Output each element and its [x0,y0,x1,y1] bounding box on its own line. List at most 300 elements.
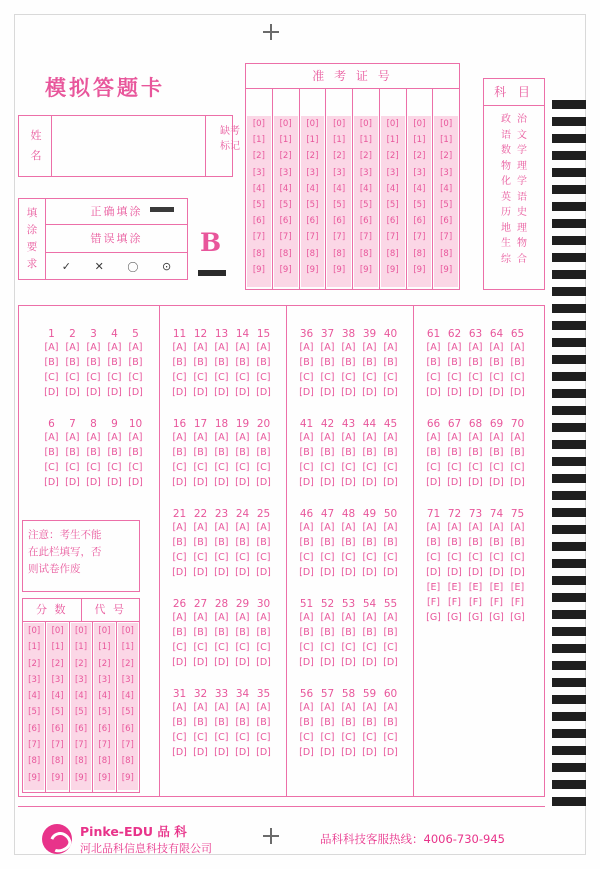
bubble[interactable]: [D] [341,567,356,578]
bubble[interactable]: [C] [107,372,122,383]
exam-number-write-cell[interactable] [353,88,379,116]
bubble[interactable]: [B] [383,627,398,638]
bubble[interactable]: [A] [86,432,101,443]
bubble[interactable]: [D] [489,567,504,578]
bubble[interactable]: [B] [426,357,441,368]
bubble[interactable]: [C] [383,642,398,653]
bubble[interactable]: [3] [28,674,41,685]
bubble[interactable]: [B] [299,717,314,728]
bubble[interactable]: [0] [333,119,346,129]
answer-option-row[interactable] [423,477,528,492]
answer-group[interactable] [169,598,274,672]
bubble[interactable]: [A] [468,342,483,353]
bubble[interactable]: [A] [299,522,314,533]
bubble[interactable]: [5] [413,200,426,211]
bubble[interactable]: [B] [489,357,504,368]
bubble[interactable]: [A] [341,612,356,623]
bubble[interactable]: [3] [413,167,426,178]
bubble[interactable]: [C] [86,462,101,473]
bubble[interactable]: [6] [279,216,292,227]
bubble[interactable]: [A] [383,522,398,533]
bubble[interactable]: [C] [256,462,271,473]
bubble[interactable]: [A] [362,522,377,533]
answer-option-row[interactable] [423,582,528,597]
bubble[interactable]: [A] [341,342,356,353]
bubble[interactable]: [4] [306,183,319,194]
bubble[interactable]: [B] [341,717,356,728]
bubble[interactable]: [B] [426,537,441,548]
bubble[interactable]: [3] [252,167,265,178]
bubble[interactable]: [B] [341,537,356,548]
bubble[interactable]: [A] [299,702,314,713]
bubble[interactable]: [E] [468,582,483,593]
answer-group[interactable] [169,328,274,402]
score-digit-column[interactable] [46,621,69,792]
subject-row[interactable] [484,205,544,221]
bubble[interactable]: [4] [252,183,265,194]
answer-option-row[interactable] [296,747,401,762]
bubble[interactable]: [B] [235,537,250,548]
bubble[interactable]: [D] [341,477,356,488]
bubble[interactable]: [D] [447,477,462,488]
bubble[interactable]: [2] [121,658,134,669]
bubble[interactable]: [9] [98,772,111,783]
bubble[interactable]: [A] [107,432,122,443]
bubble[interactable]: [C] [235,642,250,653]
bubble[interactable]: [5] [279,200,292,211]
exam-number-column[interactable] [326,88,353,289]
bubble[interactable]: [C] [510,462,525,473]
subject-row[interactable] [484,174,544,190]
bubble[interactable]: [D] [235,747,250,758]
bubble[interactable]: [D] [447,387,462,398]
bubble[interactable]: [C] [214,552,229,563]
bubble[interactable]: [B] [383,717,398,728]
bubble[interactable]: [C] [107,462,122,473]
bubble[interactable]: [B] [235,717,250,728]
answer-option-row[interactable] [296,462,401,477]
bubble[interactable]: [7] [28,740,41,751]
bubble[interactable]: [D] [172,387,187,398]
bubble[interactable]: [9] [386,264,399,275]
answer-option-row[interactable] [296,567,401,582]
subject-row[interactable] [484,143,544,159]
bubble[interactable]: [B] [299,537,314,548]
bubble[interactable]: [D] [235,657,250,668]
bubble[interactable]: [1] [121,642,134,653]
bubble[interactable]: [B] [172,717,187,728]
bubble[interactable]: [G] [489,612,504,623]
answer-option-row[interactable] [296,432,401,447]
bubble[interactable]: [A] [341,702,356,713]
bubble[interactable]: [C] [193,462,208,473]
bubble[interactable]: [5] [333,200,346,211]
bubble[interactable]: [C] [426,372,441,383]
bubble[interactable]: [7] [306,232,319,243]
answer-group[interactable] [169,688,274,762]
bubble[interactable]: [C] [320,732,335,743]
bubble[interactable]: [C] [235,372,250,383]
answer-option-row[interactable] [296,537,401,552]
bubble[interactable]: [7] [333,232,346,243]
bubble[interactable]: [D] [86,477,101,488]
bubble[interactable]: [A] [447,432,462,443]
answer-group[interactable] [169,508,274,582]
bubble[interactable]: [A] [193,702,208,713]
bubble[interactable]: [B] [214,537,229,548]
bubble[interactable]: [B] [172,537,187,548]
bubble[interactable]: [A] [256,342,271,353]
bubble[interactable]: [E] [489,582,504,593]
bubble-column[interactable] [71,623,91,790]
bubble[interactable]: [C] [299,642,314,653]
bubble[interactable]: [C] [489,552,504,563]
exam-number-bubble-column[interactable] [247,116,271,287]
bubble[interactable]: [5] [28,707,41,718]
answer-option-row[interactable] [296,372,401,387]
bubble[interactable]: [A] [383,432,398,443]
bubble[interactable]: [D] [193,477,208,488]
bubble[interactable]: [C] [468,372,483,383]
answer-option-row[interactable] [41,462,146,477]
bubble[interactable]: [B] [510,447,525,458]
bubble[interactable]: [A] [489,432,504,443]
bubble[interactable]: [5] [386,200,399,211]
bubble[interactable]: [D] [510,567,525,578]
bubble[interactable]: [C] [362,642,377,653]
bubble[interactable]: [9] [306,264,319,275]
bubble[interactable]: [A] [299,612,314,623]
bubble[interactable]: [8] [98,756,111,767]
bubble[interactable]: [A] [44,342,59,353]
bubble[interactable]: [6] [413,216,426,227]
bubble[interactable]: [G] [468,612,483,623]
bubble[interactable]: [B] [172,357,187,368]
bubble[interactable]: [A] [172,432,187,443]
bubble[interactable]: [3] [121,674,134,685]
bubble[interactable]: [B] [44,357,59,368]
answer-option-row[interactable] [296,657,401,672]
answer-option-row[interactable] [169,462,274,477]
bubble[interactable]: [C] [426,552,441,563]
bubble[interactable]: [D] [320,747,335,758]
answer-option-row[interactable] [169,747,274,762]
bubble[interactable]: [4] [333,183,346,194]
bubble[interactable]: [9] [74,772,88,783]
bubble[interactable]: [D] [362,567,377,578]
bubble[interactable]: [9] [28,772,41,783]
bubble[interactable]: [D] [320,387,335,398]
answer-option-row[interactable] [296,627,401,642]
answer-group[interactable] [41,328,146,402]
bubble[interactable]: [C] [362,462,377,473]
bubble[interactable]: [C] [320,552,335,563]
exam-number-bubble-column[interactable] [301,116,325,287]
bubble[interactable]: [A] [320,702,335,713]
bubble[interactable]: [3] [333,167,346,178]
answer-option-row[interactable] [41,432,146,447]
bubble[interactable]: [F] [469,597,482,608]
bubble[interactable]: [D] [235,567,250,578]
bubble[interactable]: [A] [214,342,229,353]
bubble[interactable]: [D] [65,387,80,398]
bubble[interactable]: [D] [510,477,525,488]
bubble[interactable]: [C] [172,552,187,563]
bubble[interactable]: [B] [447,447,462,458]
bubble[interactable]: [C] [172,462,187,473]
bubble[interactable]: [B] [299,357,314,368]
bubble[interactable]: [D] [128,387,143,398]
bubble[interactable]: [1] [359,135,372,146]
answer-group[interactable] [169,418,274,492]
bubble[interactable]: [6] [98,723,111,734]
bubble[interactable]: [D] [383,747,398,758]
bubble[interactable]: [D] [489,387,504,398]
answer-option-row[interactable] [169,702,274,717]
answer-option-row[interactable] [423,462,528,477]
answer-option-row[interactable] [169,522,274,537]
answer-option-row[interactable] [296,342,401,357]
bubble[interactable]: [D] [320,567,335,578]
answer-option-row[interactable] [169,447,274,462]
bubble[interactable]: [5] [252,200,265,211]
bubble[interactable]: [C] [341,462,356,473]
bubble[interactable]: [E] [426,582,441,593]
bubble[interactable]: [8] [279,248,292,259]
bubble[interactable]: [1] [51,642,64,653]
answer-option-row[interactable] [41,447,146,462]
bubble[interactable]: [7] [386,232,399,243]
bubble[interactable]: [0] [359,119,372,129]
subject-row[interactable] [484,221,544,237]
bubble[interactable]: [B] [341,357,356,368]
bubble[interactable]: [D] [107,387,122,398]
answer-option-row[interactable] [41,387,146,402]
subject-row[interactable] [484,112,544,128]
subject-row[interactable] [484,128,544,144]
bubble[interactable]: [B] [362,357,377,368]
bubble[interactable]: [D] [256,477,271,488]
bubble[interactable]: [1] [413,135,426,146]
bubble[interactable]: [D] [256,657,271,668]
exam-number-columns[interactable] [246,88,459,289]
exam-number-bubble-column[interactable] [274,116,298,287]
answer-option-row[interactable] [423,342,528,357]
exam-number-write-cell[interactable] [433,88,459,116]
bubble[interactable]: [D] [235,477,250,488]
bubble[interactable]: [F] [490,597,503,608]
answer-option-row[interactable] [296,642,401,657]
bubble[interactable]: [B] [65,357,80,368]
bubble[interactable]: [8] [74,756,88,767]
bubble[interactable]: [A] [128,342,143,353]
bubble[interactable]: [D] [86,387,101,398]
bubble[interactable]: [A] [447,342,462,353]
exam-number-column[interactable] [433,88,459,289]
bubble[interactable]: [A] [510,432,525,443]
bubble[interactable]: [C] [362,552,377,563]
score-columns[interactable] [23,621,139,792]
bubble[interactable]: [6] [359,216,372,227]
bubble[interactable]: [D] [299,477,314,488]
bubble[interactable]: [6] [121,723,134,734]
bubble[interactable]: [5] [440,200,453,211]
subject-list[interactable] [484,106,544,267]
bubble[interactable]: [A] [214,522,229,533]
subject-row[interactable] [484,252,544,268]
bubble[interactable]: [C] [65,372,80,383]
bubble[interactable]: [F] [511,597,524,608]
bubble[interactable]: [C] [299,372,314,383]
bubble[interactable]: [B] [489,447,504,458]
bubble[interactable]: [E] [447,582,462,593]
bubble[interactable]: [2] [28,658,41,669]
bubble[interactable]: [4] [359,183,372,194]
bubble[interactable]: [2] [51,658,64,669]
bubble[interactable]: [C] [447,552,462,563]
answer-group[interactable] [423,328,528,402]
bubble[interactable]: [B] [299,447,314,458]
exam-number-bubble-column[interactable] [327,116,351,287]
bubble[interactable]: [A] [128,432,143,443]
bubble[interactable]: [D] [172,657,187,668]
bubble[interactable]: [D] [362,747,377,758]
bubble[interactable]: [D] [193,657,208,668]
answer-option-row[interactable] [169,732,274,747]
bubble[interactable]: [A] [256,432,271,443]
bubble[interactable]: [C] [489,462,504,473]
bubble[interactable]: [B] [341,627,356,638]
bubble[interactable]: [B] [193,717,208,728]
bubble[interactable]: [B] [193,537,208,548]
answer-option-row[interactable] [41,357,146,372]
bubble[interactable]: [D] [341,747,356,758]
bubble[interactable]: [C] [383,462,398,473]
bubble[interactable]: [C] [383,372,398,383]
bubble[interactable]: [B] [362,627,377,638]
bubble[interactable]: [7] [440,232,453,243]
bubble[interactable]: [4] [279,183,292,194]
bubble[interactable]: [A] [510,522,525,533]
bubble[interactable]: [D] [214,747,229,758]
bubble[interactable]: [B] [383,447,398,458]
bubble[interactable]: [D] [256,387,271,398]
bubble[interactable]: [C] [341,732,356,743]
bubble[interactable]: [C] [44,462,59,473]
answer-option-row[interactable] [41,372,146,387]
bubble[interactable]: [7] [98,740,111,751]
answer-option-row[interactable] [169,612,274,627]
bubble[interactable]: [C] [172,372,187,383]
bubble[interactable]: [2] [413,151,426,162]
bubble[interactable]: [8] [333,248,346,259]
bubble[interactable]: [B] [341,447,356,458]
bubble[interactable]: [3] [98,674,111,685]
bubble[interactable]: [6] [51,723,64,734]
answer-option-row[interactable] [423,447,528,462]
bubble[interactable]: [B] [86,447,101,458]
bubble[interactable]: [C] [193,372,208,383]
bubble[interactable]: [C] [256,732,271,743]
bubble[interactable]: [7] [413,232,426,243]
bubble[interactable]: [6] [306,216,319,227]
bubble[interactable]: [A] [383,612,398,623]
bubble[interactable]: [B] [214,357,229,368]
answer-option-row[interactable] [169,357,274,372]
bubble[interactable]: [B] [44,447,59,458]
bubble[interactable]: [F] [448,597,461,608]
bubble[interactable]: [C] [214,462,229,473]
code-digit-column[interactable] [117,621,139,792]
bubble[interactable]: [B] [128,447,143,458]
bubble[interactable]: [7] [359,232,372,243]
exam-number-column[interactable] [300,88,327,289]
bubble[interactable]: [5] [359,200,372,211]
bubble[interactable]: [C] [235,462,250,473]
bubble[interactable]: [4] [386,183,399,194]
bubble[interactable]: [0] [386,119,399,129]
answer-option-row[interactable] [423,612,528,627]
bubble[interactable]: [B] [214,447,229,458]
bubble[interactable]: [A] [172,612,187,623]
bubble-column[interactable] [118,623,138,790]
bubble[interactable]: [D] [107,477,122,488]
bubble[interactable]: [C] [214,732,229,743]
answer-option-row[interactable] [423,537,528,552]
bubble[interactable]: [D] [320,657,335,668]
bubble[interactable]: [D] [383,657,398,668]
exam-number-write-cell[interactable] [300,88,326,116]
bubble[interactable]: [D] [320,477,335,488]
bubble[interactable]: [D] [193,387,208,398]
bubble[interactable]: [C] [214,642,229,653]
bubble[interactable]: [7] [74,740,88,751]
bubble[interactable]: [B] [489,537,504,548]
bubble[interactable]: [4] [98,691,111,702]
bubble[interactable]: [A] [468,432,483,443]
bubble[interactable]: [A] [214,432,229,443]
bubble[interactable]: [A] [362,702,377,713]
bubble[interactable]: [2] [279,151,292,162]
answer-option-row[interactable] [169,642,274,657]
bubble[interactable]: [9] [121,772,134,783]
bubble[interactable]: [D] [468,387,483,398]
bubble[interactable]: [1] [74,642,88,653]
answer-option-row[interactable] [423,567,528,582]
bubble[interactable]: [D] [383,387,398,398]
bubble[interactable]: [D] [214,387,229,398]
exam-number-write-cell[interactable] [326,88,352,116]
bubble[interactable]: [D] [193,747,208,758]
answer-group[interactable] [423,418,528,492]
bubble[interactable]: [8] [121,756,134,767]
bubble[interactable]: [0] [413,119,426,129]
bubble[interactable]: [A] [320,342,335,353]
bubble[interactable]: [C] [489,372,504,383]
bubble[interactable]: [C] [193,732,208,743]
bubble[interactable]: [9] [440,264,453,275]
bubble[interactable]: [D] [426,567,441,578]
bubble[interactable]: [D] [362,477,377,488]
exam-number-column[interactable] [246,88,273,289]
bubble[interactable]: [8] [359,248,372,259]
bubble[interactable]: [C] [128,462,143,473]
bubble[interactable]: [D] [426,387,441,398]
bubble[interactable]: [G] [447,612,462,623]
bubble[interactable]: [3] [74,674,88,685]
answer-option-row[interactable] [296,357,401,372]
bubble[interactable]: [A] [362,612,377,623]
